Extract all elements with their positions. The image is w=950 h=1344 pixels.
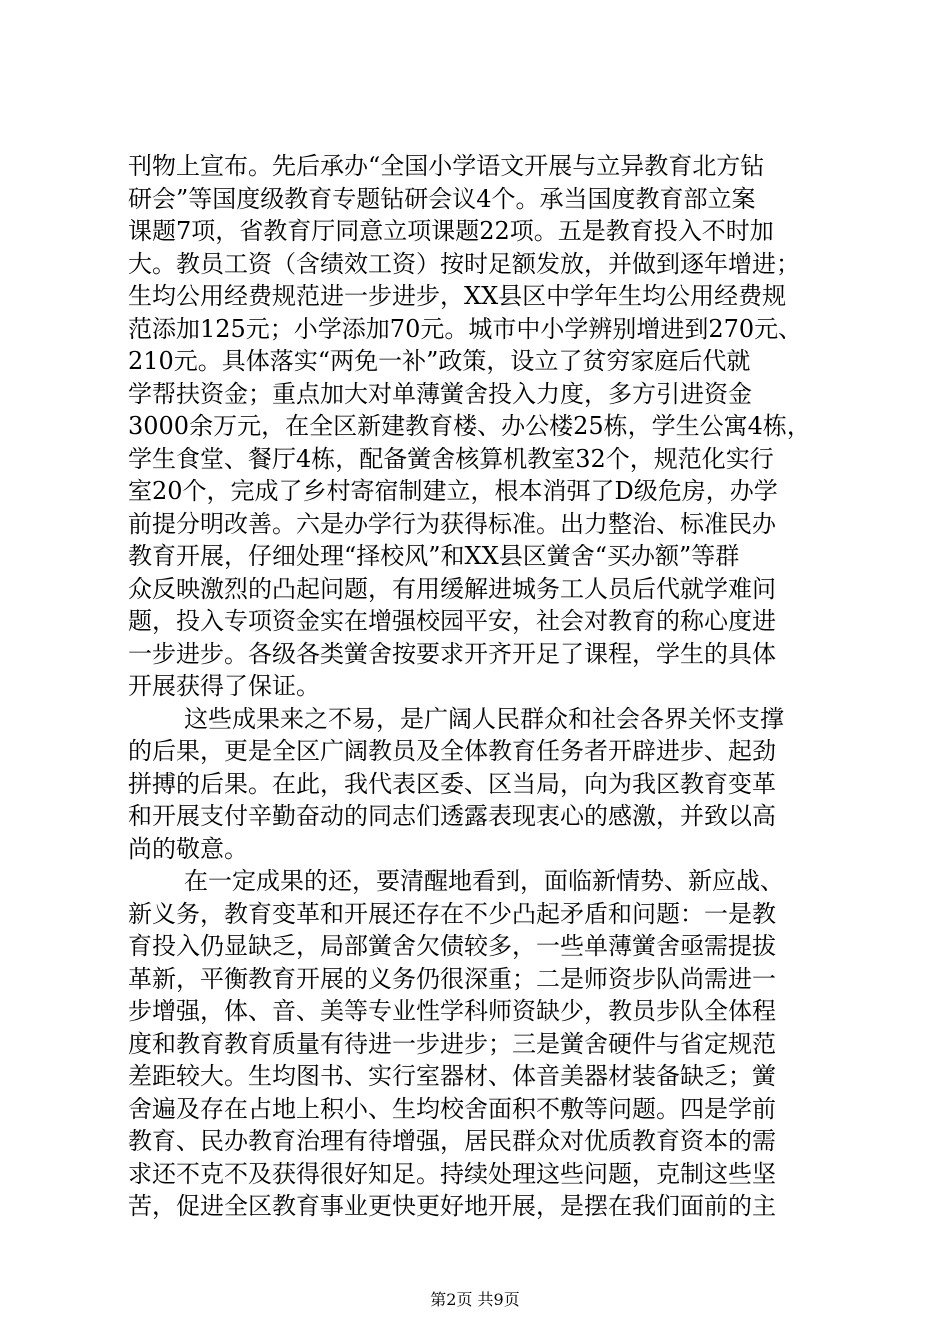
text-line: 题，投入专项资金实在增强校园平安，社会对教育的称心度进 — [128, 607, 776, 635]
text-line: 拼搏的后果。在此，我代表区委、区当局，向为我区教育变革 — [128, 769, 776, 798]
text-line: 室20个，完成了乡村寄宿制建立，根本消弭了D级危房，办学 — [128, 477, 778, 505]
text-line: 革新，平衡教育开展的义务仍很深重；二是师资步队尚需进一 — [128, 964, 776, 993]
text-line: 育投入仍显缺乏，局部黉舍欠债较多，一些单薄黉舍亟需提拔 — [128, 932, 776, 960]
text-line: 刊物上宣布。先后承办“全国小学语文开展与立异教育北方钻 — [128, 152, 765, 180]
text-line: 210元。具体落实“两免一补”政策，设立了贫穷家庭后代就 — [128, 347, 751, 375]
text-line: 生均公用经费规范进一步进步，XX县区中学年生均公用经费规 — [128, 282, 787, 310]
text-line: 教育、民办教育治理有待增强，居民群众对优质教育资本的需 — [128, 1127, 776, 1155]
text-line: 研会”等国度级教育专题钻研会议4个。承当国度教育部立案 — [128, 184, 756, 213]
text-line: 新义务，教育变革和开展还存在不少凸起矛盾和问题：一是教 — [128, 899, 776, 928]
text-line: 一步进步。各级各类黉舍按要求开齐开足了课程，学生的具体 — [128, 639, 776, 668]
text-line: 3000余万元，在全区新建教育楼、办公楼25栋，学生公寓4栋， — [128, 412, 811, 440]
text-line: 苦，促进全区教育事业更快更好地开展，是摆在我们面前的主 — [128, 1192, 776, 1220]
text-line: 开展获得了保证。 — [128, 672, 320, 700]
text-line: 范添加125元；小学添加70元。城市中小学辨别增进到270元、 — [128, 314, 803, 343]
text-line: 舍遍及存在占地上积小、生均校舍面积不敷等问题。四是学前 — [128, 1094, 776, 1123]
text-line: 前提分明改善。六是办学行为获得标准。出力整治、标准民办 — [128, 509, 776, 538]
text-line: 学帮扶资金；重点加大对单薄黉舍投入力度，多方引进资金 — [128, 379, 752, 408]
text-line: 尚的敬意。 — [128, 834, 248, 863]
text-line: 和开展支付辛勤奋动的同志们透露表现衷心的感激，并致以高 — [128, 802, 776, 830]
page-number-footer: 第2页 共9页 — [430, 1290, 520, 1309]
text-line: 学生食堂、餐厅4栋，配备黉舍核算机教室32个，规范化实行 — [128, 444, 774, 473]
paragraph-first-line: 在一定成果的还，要清醒地看到，面临新情势、新应战、 — [184, 867, 784, 895]
document-body — [128, 150, 822, 1223]
text-line: 差距较大。生均图书、实行室器材、体音美器材装备缺乏；黉 — [128, 1062, 776, 1090]
text-line: 课题7项，省教育厅同意立项课题22项。五是教育投入不时加 — [128, 217, 774, 245]
text-line: 教育开展，仔细处理“择校风”和XX县区黉舍“买办额”等群 — [128, 542, 740, 570]
text-line: 度和教育教育质量有待进一步进步；三是黉舍硬件与省定规范 — [128, 1029, 776, 1058]
paragraph-first-line: 这些成果来之不易，是广阔人民群众和社会各界关怀支撑 — [184, 704, 784, 733]
text-line: 大。教员工资（含绩效工资）按时足额发放，并做到逐年增进； — [128, 249, 800, 278]
text-line: 众反映激烈的凸起问题，有用缓解进城务工人员后代就学难问 — [128, 574, 776, 603]
text-line: 步增强，体、音、美等专业性学科师资缺少，教员步队全体程 — [128, 997, 776, 1025]
text-line: 的后果，更是全区广阔教员及全体教育任务者开辟进步、起劲 — [128, 737, 776, 765]
text-line: 求还不克不及获得很好知足。持续处理这些问题，克制这些坚 — [128, 1159, 776, 1188]
